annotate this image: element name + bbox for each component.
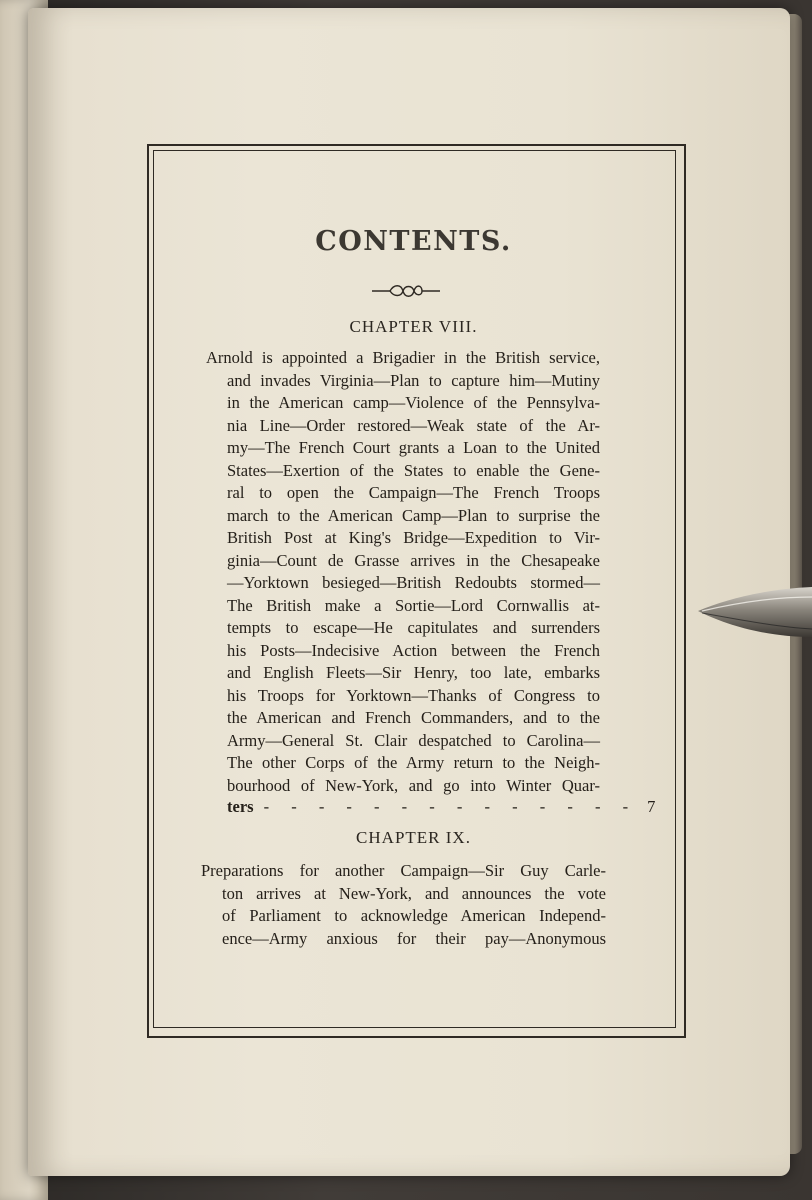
chapter-summary: [201, 860, 606, 950]
summary-last-word: ters: [227, 797, 254, 816]
summary-line: Preparations for another Campaign—Sir Guy Carle-: [201, 861, 606, 880]
summary-line: tempts to escape—He capitulates and surrenders: [227, 618, 600, 637]
chapter-heading: CHAPTER VIII.: [349, 317, 478, 336]
dot-leaders: - - - - - - - - - - - - - -: [263, 797, 638, 816]
summary-line: ginia—Count de Grasse arrives in the Chesapeake: [227, 550, 600, 570]
summary-line: Arnold is appointed a Brigadier in the British service,: [206, 348, 600, 367]
summary-line: ral to open the Campaign—The French Troops: [227, 483, 600, 502]
summary-line: my—The French Court grants a Loan to the United: [227, 438, 600, 457]
summary-line: British Post at King's Bridge—Expedition to Vir-: [227, 528, 600, 547]
summary-line: march to the American Camp—Plan to surprise the: [227, 505, 600, 525]
metal-page-pointer: [696, 585, 812, 641]
summary-line: his Posts—Indecisive Action between the French: [227, 640, 600, 660]
summary-line: bourhood of New-York, and go into Winter Quar-: [227, 775, 600, 795]
summary-line: States—Exertion of the States to enable the Gene-: [227, 460, 600, 480]
flourish-ornament-icon: [370, 281, 442, 301]
summary-line: The other Corps of the Army return to the Neigh-: [227, 753, 600, 772]
page-number: 7: [647, 797, 656, 816]
summary-line: of Parliament to acknowledge American Independ-: [222, 906, 606, 925]
chapter-heading: CHAPTER IX.: [356, 828, 471, 847]
summary-line: his Troops for Yorktown—Thanks of Congress to: [227, 685, 600, 705]
summary-line: the American and French Commanders, and to the: [227, 708, 600, 727]
summary-line: ence—Army anxious for their pay—Anonymous: [222, 928, 606, 948]
summary-line: ton arrives at New-York, and announces the vote: [222, 883, 606, 903]
summary-line: Army—General St. Clair despatched to Carolina—: [227, 730, 600, 750]
summary-line: and invades Virginia—Plan to capture him—Mutiny: [227, 370, 600, 390]
chapter-summary: [206, 347, 600, 797]
summary-line: The British make a Sortie—Lord Cornwallis at-: [227, 595, 600, 615]
summary-line: nia Line—Order restored—Weak state of the Ar-: [227, 415, 600, 435]
summary-line: in the American camp—Violence of the Pennsylva-: [227, 393, 600, 412]
summary-line: and English Fleets—Sir Henry, too late, embarks: [227, 663, 600, 682]
summary-line: —Yorktown besieged—British Redoubts stormed—: [227, 573, 600, 592]
page-reference-row: [227, 797, 656, 817]
page-title: CONTENTS.: [315, 226, 512, 257]
